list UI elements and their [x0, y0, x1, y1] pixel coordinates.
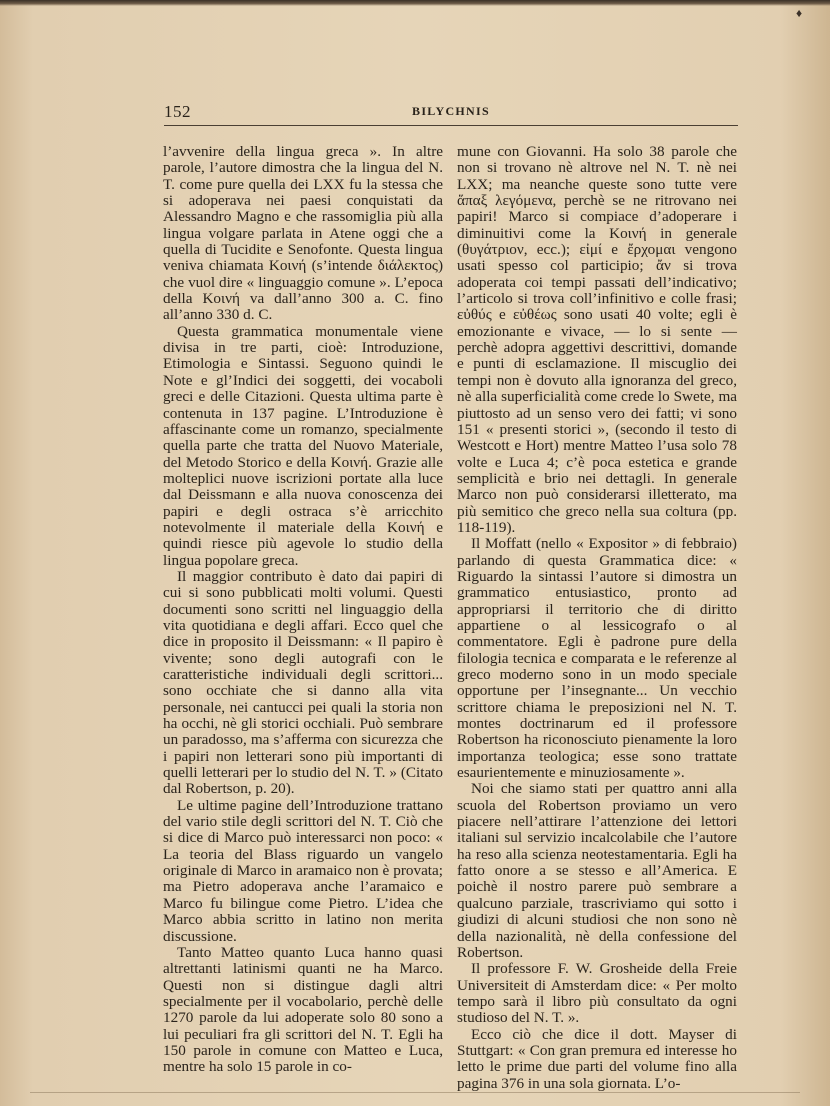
paragraph: mune con Giovanni. Ha solo 38 parole che non si trovano nè altrove nel N. T. nè nei LXX; ma neanche queste sono tutte vere ἅπαξ λεγόμενα, perchè se ne ritrovano nei papiri! Marco si compiace d’adoperare i diminuitivi come la Κοινή in generale (θυγάτριον, ecc.); εἰμί e ἔρχομαι vengono usati spesso col participio; ἄν si trova adoperata coi tempi passati dell’indicativo; l’articolo si trova coll’infinitivo e colle frasi; εὐθύς e εὐθέως sono usati 40 volte; egli è emozionante e vivace, — lo si sente — perchè adopra aggettivi descrittivi, domande e punti di esclamazione. Il miscuglio dei tempi non è dovuto alla ignoranza del greco, nè alla superficialità come crede lo Swete, ma piuttosto ad un senso vero dei fatti; vi sono 151 « presenti storici », (secondo il testo di Westcott e Hort) mentre Matteo l’usa solo 78 volte e Luca 4; c’è poca estetica e grande semplicità e brio nei dettagli. In generale Marco non può considerarsi illetterato, ma più semitico che greco nella sua coltura (pp. 118-119). — [457, 143, 737, 536]
page-number: 152 — [164, 102, 191, 121]
right-column — [457, 143, 737, 1092]
running-title: BILYCHNIS — [412, 104, 490, 118]
paragraph: Questa grammatica monumentale viene divisa in tre parti, cioè: Introduzione, Etimologia e Sintassi. Seguono quindi le Note e gl’Indici dei soggetti, dei vocaboli greci e delle Citazioni. Questa ultima parte è contenuta in 137 pagine. L’Introduzione è affascinante come un romanzo, specialmente quella parte che tratta del Nuovo Materiale, del Metodo Storico e della Κοινή. Grazie alle molteplici nuove iscrizioni portate alla luce dal Deissmann e alla nuova conoscenza dei papiri e degli ostraca s’è arricchito notevolmente il materiale della Κοινή e quindi riesce più agevole lo studio della lingua popolare greca. — [163, 322, 443, 569]
paragraph: Le ultime pagine dell’Introduzione trattano del vario stile degli scrittori del N. T. Ciò che si dice di Marco può interessarci non poco: « La teoria del Blass riguardo un vangelo originale di Marco in aramaico non è provata; ma Pietro adoperava anche l’aramaico e Marco fu bilingue come Pietro. L’idea che Marco abbia scritto in latino non merita discussione. — [163, 796, 443, 945]
corner-mark: ♦ — [796, 6, 803, 20]
paragraph: Ecco ciò che dice il dott. Mayser di Stuttgart: « Con gran premura ed interesse ho letto le prime due parti del volume fino alla pagina 376 in una sola giornata. L’o- — [457, 1025, 737, 1092]
page-top-edge — [0, 0, 830, 6]
paragraph: Il Moffatt (nello « Expositor » di febbraio) parlando di questa Grammatica dice: « Riguardo la sintassi l’autore si dimostra un grammatico entusiastico, pronto ad appropriarsi il territorio che di diritto appartiene o al lessicografo o al commentatore. Egli è padrone pure della filologia tecnica e comparata e le referenze al greco moderno sono in un modo speciale opportune per l’insegnante... Un vecchio scrittore chiama le preposizioni nel N. T. montes doctrinarum ed il professore Robertson ha riconosciuto pienamente la loro importanza teologica; esse sono trattate esaurientemente e minuziosamente ». — [457, 535, 737, 782]
paragraph: Il professore F. W. Grosheide della Freie Universiteit di Amsterdam dice: « Per molto tempo sarà il libro più consultato da ogni studioso del N. T. ». — [457, 960, 737, 1027]
page-header — [164, 100, 738, 126]
left-column — [163, 143, 443, 1076]
paragraph: Noi che siamo stati per quattro anni alla scuola del Robertson proviamo un vero piacere nell’attirare l’attenzione dei lettori italiani sul servizio incalcolabile che l’autore ha reso alla scienza neotestamentaria. Egli ha fatto onore a se stesso e all’America. E poichè il nostro parere può sembrare a qualcuno parziale, trascriviamo qui sotto i giudizi di alcuni studiosi che non sono nè della nazionalità, nè della confessione del Robertson. — [457, 780, 737, 961]
header-rule — [164, 125, 738, 126]
paragraph: Tanto Matteo quanto Luca hanno quasi altrettanti latinismi quanti ne ha Marco. Questi non si distingue dagli altri specialmente per il vocabolario, perchè delle 1270 parole da lui adoperate solo 80 sono a lui peculiari fra gli scrittori del N. T. Egli ha 150 parole in comune con Matteo e Luca, mentre ha solo 15 parole in co- — [163, 943, 443, 1076]
paragraph: Il maggior contributo è dato dai papiri di cui si sono pubblicati molti volumi. Questi documenti sono scritti nel linguaggio della vita quotidiana e degli affari. Ecco quel che dice in proposito il Deissmann: « Il papiro è vivente; sono degli autografi con le caratteristiche individuali degli scrittori... sono occhiate che si danno alla vita personale, nei cantucci pei quali la storia non ha occhi, nè gli storici occhiali. Può sembrare un paradosso, ma s’afferma con sicurezza che i papiri non letterari sono più importanti di quelli letterari per lo studio del N. T. » (Citato dal Robertson, p. 20). — [163, 567, 443, 798]
bottom-edge-line — [30, 1092, 800, 1093]
paragraph: l’avvenire della lingua greca ». In altre parole, l’autore dimostra che la lingua del N. T. come pure quella dei LXX fu la stessa che si adoperava nei paesi conquistati da Alessandro Magno e che rassomiglia più alla lingua volgare parlata in Atene oggi che a quella di Tucidite e Senofonte. Questa lingua veniva chiamata Κοινή (s’intende διάλεκτος) che vuol dire « linguaggio comune ». L’epoca della Κοινή va dall’anno 300 a. C. fino all’anno 330 d. C. — [163, 143, 443, 324]
